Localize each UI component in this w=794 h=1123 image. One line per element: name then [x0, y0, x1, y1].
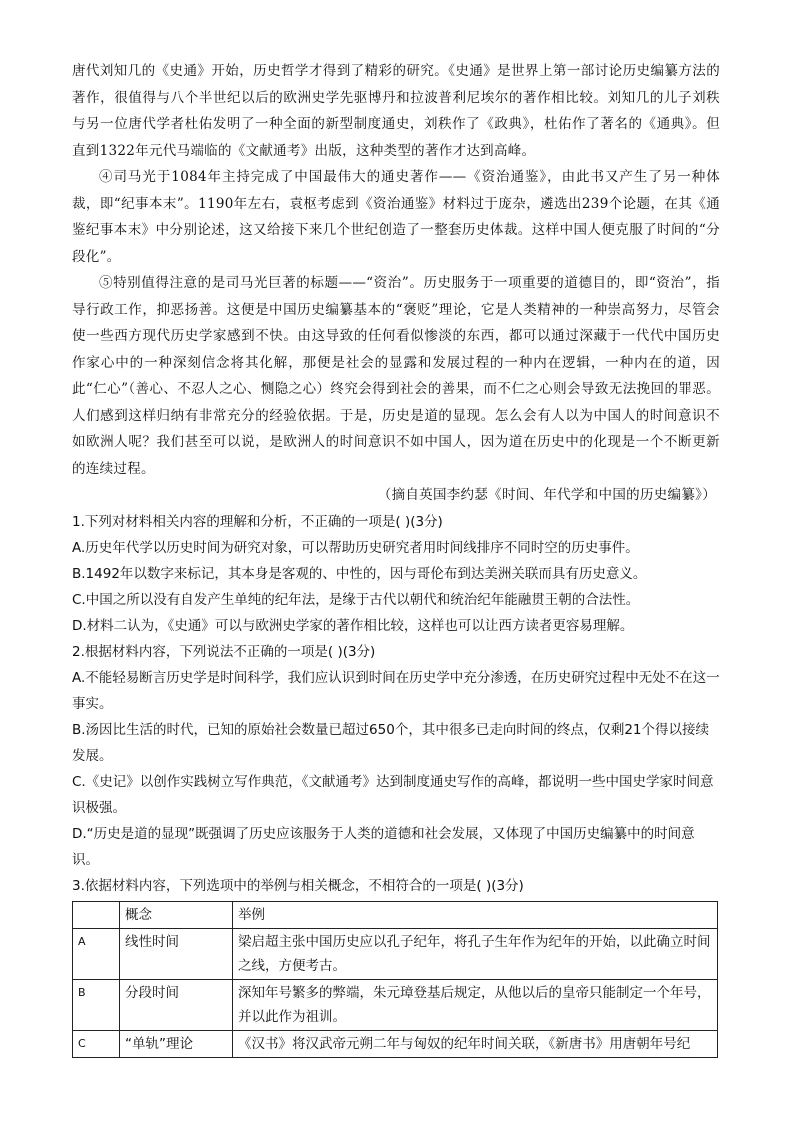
table-header-label	[73, 902, 120, 929]
question-2-option-b: B.汤因比生活的时代，已知的原始社会数量已超过650个，其中很多已走向时间的终点，仅剩21个得以接续发展。	[72, 722, 709, 764]
table-row-concept: 分段时间	[120, 980, 233, 1031]
passage-paragraph-1: 唐代刘知几的《史通》开始，历史哲学才得到了精彩的研究。《史通》是世界上第一部讨论历史编纂方法的著作，很值得与八个半世纪以后的欧洲史学先驱博丹和拉波普利尼埃尔的著作相比较。刘知几的儿子刘秩与另一位唐代学者杜佑发明了一种全面的新型制度通史，刘秩作了《政典》，杜佑作了著名的《通典》。但直到1322年元代马端临的《文献通考》出版，这种类型的著作才达到高峰。	[72, 63, 720, 159]
question-3-table	[72, 901, 718, 1058]
question-1-stem: 1.下列对材料相关内容的理解和分析，不正确的一项是( )(3分)	[72, 514, 443, 530]
question-1-option-b: B.1492年以数字来标记，其本身是客观的、中性的，因与哥伦布到达美洲关联而具有历史意义。	[72, 566, 647, 582]
question-1-option-c: C.中国之所以没有自发产生单纯的纪年法，是缘于古代以朝代和统治纪年能融贯王朝的合法性。	[72, 592, 640, 608]
table-row-label: A	[73, 929, 120, 980]
question-1-option-a: A.历史年代学以历史时间为研究对象，可以帮助历史研究者用时间线排序不同时空的历史事件。	[72, 540, 639, 556]
table-row-example: 深知年号繁多的弊端，朱元璋登基后规定，从他以后的皇帝只能制定一个年号，并以此作为祖训。	[233, 980, 718, 1031]
passage-paragraph-4: ④司马光于1084年主持完成了中国最伟大的通史著作——《资治通鉴》，由此书又产生了另一种体裁，即“纪事本末”。1190年左右，袁枢考虑到《资治通鉴》材料过于庞杂，遴选出239个论题，在其《通鉴纪事本末》中分别论述，这又给接下来几个世纪创造了一整套历史体裁。这样中国人便克服了时间的“分段化”。	[72, 169, 720, 265]
question-1-option-d: D.材料二认为，《史通》可以与欧洲史学家的著作相比较，这样也可以让西方读者更容易理解。	[72, 618, 634, 634]
document-page	[72, 58, 720, 1058]
question-2-option-a: A.不能轻易断言历史学是时间科学，我们应认识到时间在历史学中充分渗透，在历史研究过程中无处不在这一事实。	[72, 670, 720, 712]
passage-source: （摘自英国李约瑟《时间、年代学和中国的历史编纂》）	[377, 487, 716, 503]
table-header-example: 举例	[233, 902, 718, 929]
question-2-stem: 2.根据材料内容，下列说法不正确的一项是( )(3分)	[72, 644, 376, 660]
table-row-concept: 线性时间	[120, 929, 233, 980]
question-2-option-c: C.《史记》以创作实践树立写作典范，《文献通考》达到制度通史写作的高峰，都说明一些中国史学家时间意识极强。	[72, 774, 714, 816]
table-row	[73, 1031, 718, 1058]
table-row-example: 梁启超主张中国历史应以孔子纪年，将孔子生年作为纪年的开始，以此确立时间之线，方便考古。	[233, 929, 718, 980]
table-row	[73, 980, 718, 1031]
passage-paragraph-5: ⑤特别值得注意的是司马光巨著的标题——“资治”。历史服务于一项重要的道德目的，即“资治”，指导行政工作，抑恶扬善。这便是中国历史编纂基本的“褒贬”理论，它是人类精神的一种崇高努力，尽管会使一些西方现代历史学家感到不快。由这导致的任何看似惨淡的东西，都可以通过深藏于一代代中国历史作家心中的一种深刻信念将其化解，那便是社会的显露和发展过程的一种内在逻辑，一种内在的道，因此“仁心”（善心、不忍人之心、恻隐之心）终究会得到社会的善果，而不仁之心则会导致无法挽回的罪恶。人们感到这样归纳有非常充分的经验依据。于是，历史是道的显现。怎么会有人以为中国人的时间意识不如欧洲人呢？我们甚至可以说，是欧洲人的时间意识不如中国人，因为道在历史中的化现是一个不断更新的连续过程。	[72, 275, 720, 477]
question-3-stem: 3.依据材料内容，下列选项中的举例与相关概念，不相符合的一项是( )(3分)	[72, 878, 524, 894]
table-row	[73, 929, 718, 980]
table-row-concept: “单轨”理论	[120, 1031, 233, 1058]
table-header-concept: 概念	[120, 902, 233, 929]
table-row-label: C	[73, 1031, 120, 1058]
table-row-label: B	[73, 980, 120, 1031]
table-row-example: 《汉书》将汉武帝元朔二年与匈奴的纪年时间关联，《新唐书》用唐朝年号纪	[233, 1031, 718, 1058]
table-header-row	[73, 902, 718, 929]
question-2-option-d: D.“历史是道的显现”既强调了历史应该服务于人类的道德和社会发展，又体现了中国历史编纂中的时间意识。	[72, 826, 695, 868]
